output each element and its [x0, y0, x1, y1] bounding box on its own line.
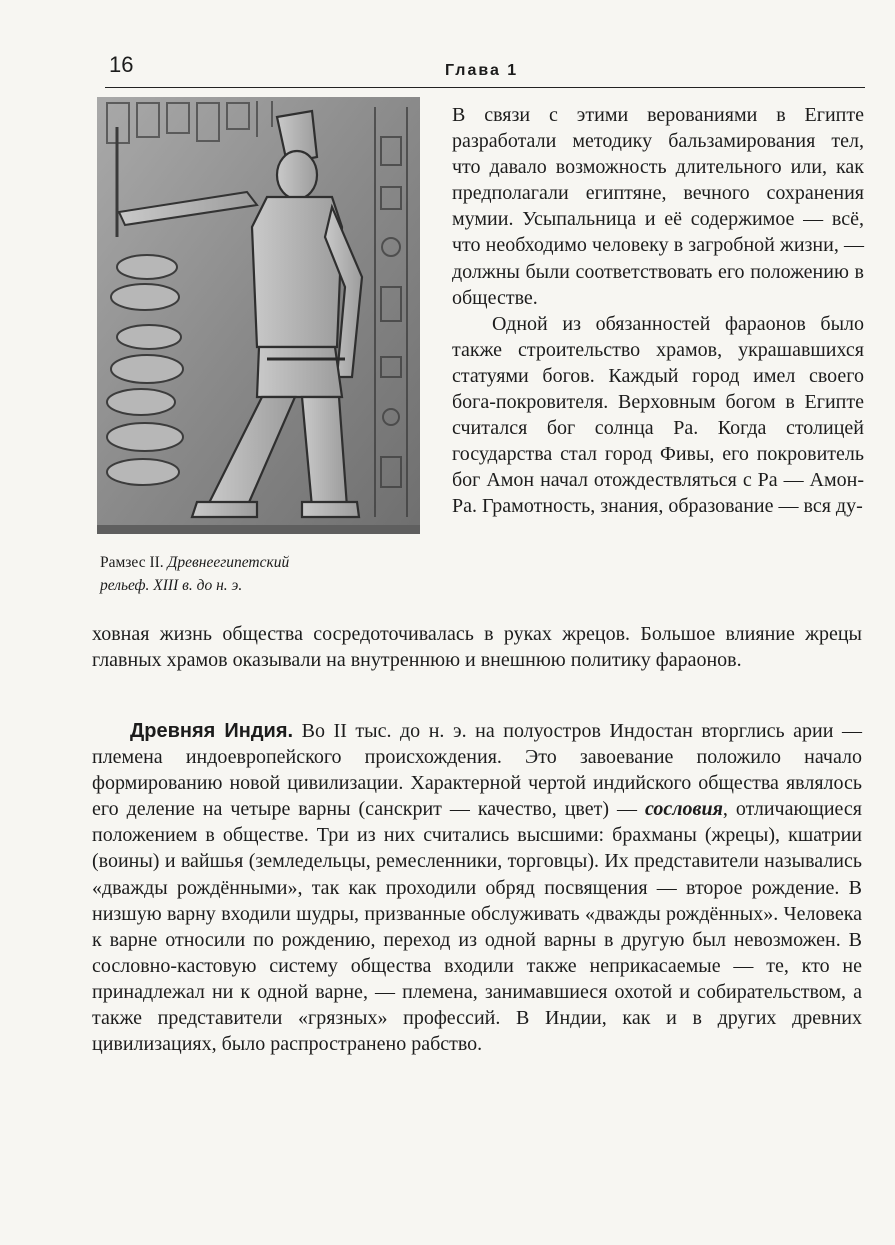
relief-illustration [97, 97, 420, 534]
header-rule [105, 87, 865, 88]
paragraph-pharaoh-duties: Одной из обязанностей фараонов было также строительство храмов, украшавшихся статуями богов. Каждый город имел своего бога-покровителя. Верховным богом в Египте считался бог солнца Ра. Когда столицей государства стал город Фивы, его покровитель бог Амон начал отождествляться с Ра — Амон-Ра. Грамотность, знания, образование — вся ду- [452, 312, 864, 518]
india-text-part-2: , отличающиеся положением в обществе. Три из них считались высшими: брахманы (жрецы), кшатрии (воины) и вайшья (земледельцы, ремесленники, торговцы). Их представители назывались «дважды рождёнными», так как проходили обряд посвящения — второе рождение. В низшую варну входили шудры, призванные обслуживать «дважды рождённых». Человека к варне относили по рождению, переход из одной варны в другую был невозможен. В сословно-кастовую систему общества входили также неприкасаемые — те, кто не принадлежал ни к одной варне, — племена, занимавшиеся охотой и собирательством, а также представители «грязных» профессий. В Индии, как и в других древних цивилизациях, было распространено рабство. [92, 798, 862, 1056]
chapter-title: Глава 1 [445, 62, 519, 79]
continuation-text [92, 621, 862, 673]
india-text-part-1: Во II тыс. до н. э. на полуостров Индостан вторглись арии — племена индоевропейского происхождения. Это завоевание положило начало формированию новой цивилизации. Характерной чертой индийского общества являлось его деление на четыре варны (санскрит — качество, цвет) — [92, 720, 863, 821]
page-header [105, 50, 865, 90]
term-estates: сословия [645, 798, 723, 821]
paragraph-embalming: В связи с этими верованиями в Египте разработали методику бальзамирования тел, что давало возможность длительного или, как предполагали египтяне, вечного сохранения мумии. Усыпальница и её содержимое — всё, что необходимо человеку в загробной жизни, — должны были соответствовать его положению в обществе. [452, 104, 864, 309]
figure-caption [100, 551, 420, 597]
paragraph-priests: ховная жизнь общества сосредоточивалась в руках жрецов. Большое влияние жрецы главных храмов оказывали на внутреннюю и внешнюю политику фараонов. [92, 623, 862, 672]
right-column-text [452, 102, 864, 520]
paragraph-ancient-india [92, 718, 862, 1057]
caption-description-1: Древнеегипетский [167, 554, 290, 571]
section-heading-ancient-india: Древняя Индия. [130, 720, 294, 742]
ancient-india-section [92, 718, 862, 1057]
ramses-relief-image [97, 97, 420, 534]
page-number: 16 [109, 52, 134, 77]
caption-description-2: рельеф. XIII в. до н. э. [100, 577, 243, 594]
caption-name: Рамзес II. [100, 554, 164, 571]
